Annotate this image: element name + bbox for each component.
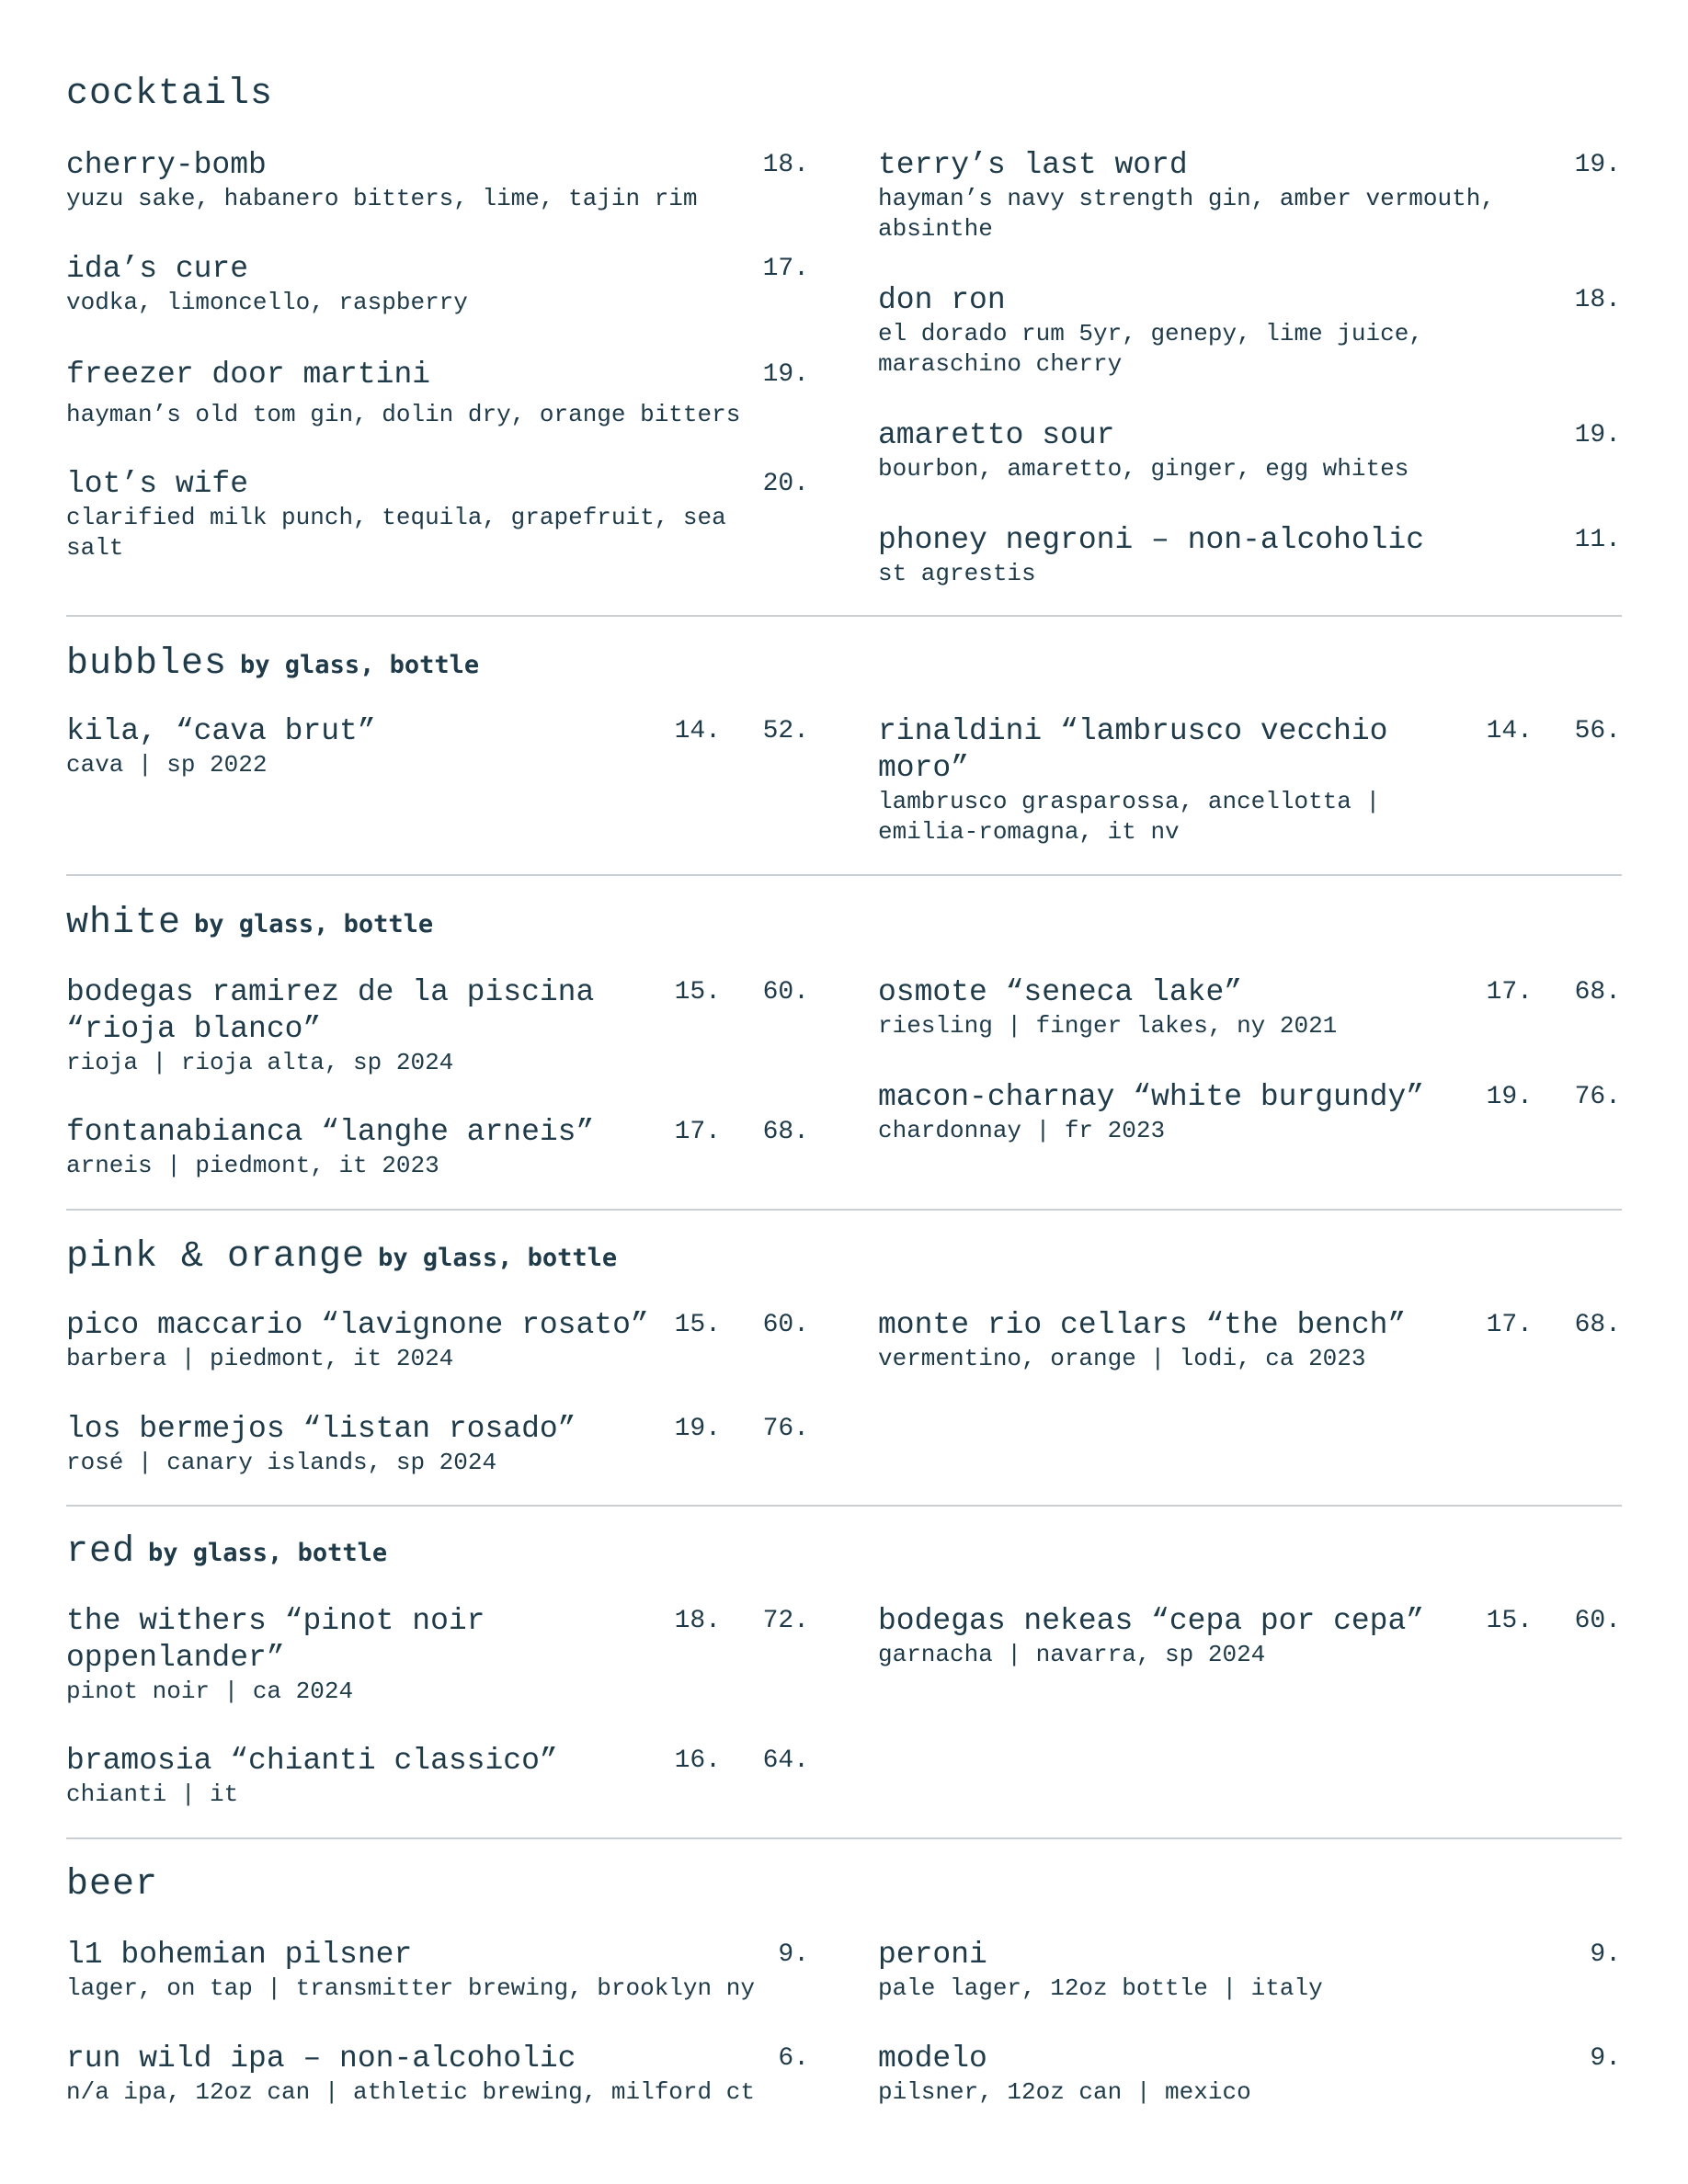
item-price: 19. — [762, 360, 809, 389]
item-description: hayman’s navy strength gin, amber vermouth, absinthe — [878, 185, 1495, 243]
section-title: red — [66, 1531, 136, 1573]
item-description: lambrusco grasparossa, ancellotta | emilia-romagna, it nv — [878, 788, 1381, 846]
item-price: 17. — [762, 255, 809, 283]
section-title: pink & orange — [66, 1236, 366, 1278]
cocktails-section — [66, 74, 1622, 597]
section-subtitle: by glass, bottle — [194, 910, 434, 938]
item-description: barbera | piedmont, it 2024 — [66, 1345, 454, 1372]
item-description: rosé | canary islands, sp 2024 — [66, 1449, 497, 1476]
red-section — [66, 1531, 1622, 1826]
item-description: chardonnay | fr 2023 — [878, 1117, 1166, 1144]
section-divider — [66, 1209, 1622, 1211]
white-section — [66, 903, 1622, 1197]
glass-price: 16. — [674, 1746, 721, 1775]
glass-price: 17. — [1486, 978, 1533, 1007]
item-description: pinot noir | ca 2024 — [66, 1678, 354, 1705]
glass-price: 15. — [674, 978, 721, 1007]
bottle-price: 72. — [762, 1607, 809, 1635]
item-name: los bermejos “listan rosado” — [66, 1412, 576, 1446]
bottle-price: 56. — [1574, 717, 1621, 745]
item-description: yuzu sake, habanero bitters, lime, tajin rim — [66, 185, 698, 212]
item-description: st agrestis — [878, 560, 1036, 587]
red-header — [66, 1531, 387, 1573]
item-name: bramosia “chianti classico” — [66, 1744, 558, 1778]
section-title: white — [66, 903, 182, 944]
glass-price: 18. — [674, 1607, 721, 1635]
item-name: macon-charnay “white burgundy” — [878, 1080, 1425, 1114]
glass-price: 17. — [674, 1118, 721, 1146]
item-price: 11. — [1574, 526, 1621, 554]
item-name: rinaldini “lambrusco vecchio moro” — [878, 714, 1388, 785]
item-name: amaretto sour — [878, 418, 1115, 452]
item-name: modelo — [878, 2042, 987, 2076]
section-title: cocktails — [66, 74, 274, 115]
section-subtitle: by glass, bottle — [378, 1244, 618, 1272]
item-name: run wild ipa – non-alcoholic — [66, 2042, 576, 2076]
section-title: bubbles — [66, 643, 228, 685]
item-name: fontanabianca “langhe arneis” — [66, 1115, 595, 1149]
bottle-price: 64. — [762, 1746, 809, 1775]
item-name: ida’s cure — [66, 252, 249, 286]
item-name: phoney negroni – non-alcoholic — [878, 523, 1425, 557]
item-name: the withers “pinot noir oppenlander” — [66, 1604, 485, 1675]
item-description: pilsner, 12oz can | mexico — [878, 2078, 1251, 2106]
bottle-price: 60. — [762, 1311, 809, 1339]
item-name: bodegas nekeas “cepa por cepa” — [878, 1604, 1425, 1638]
bottle-price: 76. — [762, 1415, 809, 1443]
item-name: terry’s last word — [878, 148, 1188, 182]
item-description: clarified milk punch, tequila, grapefruit, sea salt — [66, 504, 726, 562]
bottle-price: 60. — [762, 978, 809, 1007]
item-description: vermentino, orange | lodi, ca 2023 — [878, 1345, 1366, 1372]
item-name: don ron — [878, 283, 1006, 317]
item-name: peroni — [878, 1938, 987, 1972]
bottle-price: 60. — [1574, 1607, 1621, 1635]
item-name: l1 bohemian pilsner — [66, 1938, 413, 1972]
bubbles-header — [66, 643, 479, 685]
item-price: 20. — [762, 470, 809, 498]
glass-price: 19. — [674, 1415, 721, 1443]
item-name: lot’s wife — [66, 467, 249, 501]
section-subtitle: by glass, bottle — [148, 1539, 388, 1567]
item-description: bourbon, amaretto, ginger, egg whites — [878, 455, 1409, 483]
item-description: lager, on tap | transmitter brewing, brooklyn ny — [66, 1974, 755, 2002]
item-price: 6. — [778, 2044, 809, 2073]
item-price: 18. — [762, 151, 809, 179]
item-description: arneis | piedmont, it 2023 — [66, 1152, 439, 1179]
item-name: bodegas ramirez de la piscina “rioja blanco” — [66, 975, 595, 1046]
item-description: hayman’s old tom gin, dolin dry, orange bitters — [66, 401, 741, 428]
bottle-price: 76. — [1574, 1083, 1621, 1111]
beer-section — [66, 1864, 1622, 2140]
item-description: pale lager, 12oz bottle | italy — [878, 1974, 1323, 2002]
item-price: 9. — [1590, 1940, 1621, 1969]
item-description: n/a ipa, 12oz can | athletic brewing, milford ct — [66, 2078, 755, 2106]
item-name: pico maccario “lavignone rosato” — [66, 1308, 649, 1342]
item-name: monte rio cellars “the bench” — [878, 1308, 1407, 1342]
section-title: beer — [66, 1864, 159, 1905]
item-name: kila, “cava brut” — [66, 714, 376, 748]
item-description: garnacha | navarra, sp 2024 — [878, 1641, 1266, 1668]
item-description: cava | sp 2022 — [66, 751, 268, 779]
section-subtitle: by glass, bottle — [240, 651, 480, 679]
item-price: 19. — [1574, 151, 1621, 179]
bottle-price: 68. — [762, 1118, 809, 1146]
section-divider — [66, 1505, 1622, 1507]
glass-price: 14. — [674, 717, 721, 745]
glass-price: 14. — [1486, 717, 1533, 745]
pink-orange-header — [66, 1236, 617, 1278]
item-description: el dorado rum 5yr, genepy, lime juice, maraschino cherry — [878, 320, 1423, 378]
item-price: 9. — [778, 1940, 809, 1969]
white-header — [66, 903, 433, 944]
section-divider — [66, 874, 1622, 876]
glass-price: 19. — [1486, 1083, 1533, 1111]
item-price: 18. — [1574, 286, 1621, 314]
item-name: freezer door martini — [66, 358, 431, 392]
section-divider — [66, 615, 1622, 617]
item-price: 19. — [1574, 421, 1621, 449]
beer-header — [66, 1864, 158, 1905]
bottle-price: 68. — [1574, 978, 1621, 1007]
bubbles-section — [66, 643, 1622, 864]
item-name: cherry-bomb — [66, 148, 267, 182]
glass-price: 17. — [1486, 1311, 1533, 1339]
item-price: 9. — [1590, 2044, 1621, 2073]
item-description: riesling | finger lakes, ny 2021 — [878, 1012, 1338, 1040]
item-description: rioja | rioja alta, sp 2024 — [66, 1049, 454, 1076]
bottle-price: 52. — [762, 717, 809, 745]
pink-orange-section — [66, 1236, 1622, 1503]
glass-price: 15. — [674, 1311, 721, 1339]
item-name: osmote “seneca lake” — [878, 975, 1243, 1009]
bottle-price: 68. — [1574, 1311, 1621, 1339]
cocktails-header — [66, 74, 273, 115]
section-divider — [66, 1837, 1622, 1839]
item-description: vodka, limoncello, raspberry — [66, 289, 468, 316]
item-description: chianti | it — [66, 1780, 239, 1808]
glass-price: 15. — [1486, 1607, 1533, 1635]
